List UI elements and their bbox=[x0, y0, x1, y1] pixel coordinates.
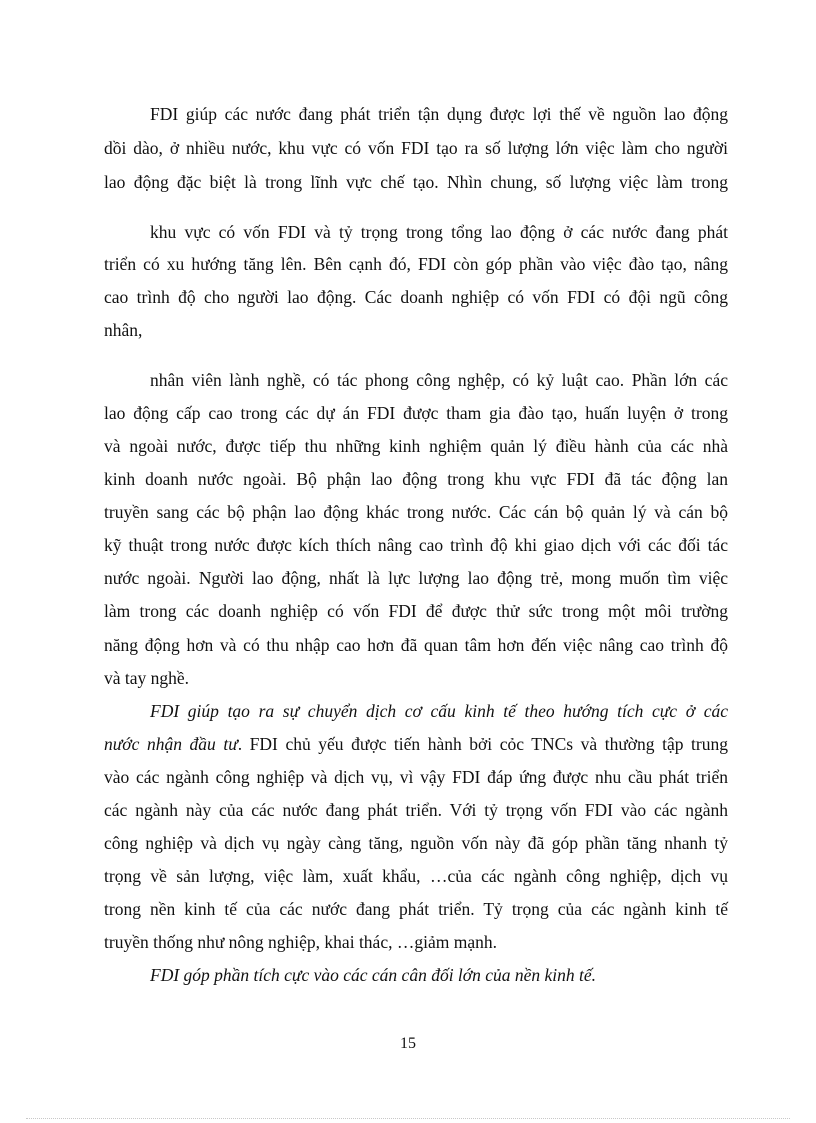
italic-heading-line: FDI giúp tạo ra sự chuyển dịch cơ cấu kinh tế theo hướng tích cực ở các bbox=[150, 701, 728, 721]
text-line: nước ngoài. Người lao động, nhất là lực lượng lao động trẻ, mong muốn tìm việc bbox=[104, 568, 728, 588]
text-line: truyền thống như nông nghiệp, khai thác, …giảm mạnh. bbox=[104, 932, 497, 952]
text-line: cao trình độ cho người lao động. Các doanh nghiệp có vốn FDI có đội ngũ công bbox=[104, 287, 728, 307]
page-bottom-divider bbox=[26, 1118, 790, 1119]
text-line-rest: . FDI chủ yếu được tiến hành bởi cỏc TNCs và thường tập trung bbox=[237, 734, 728, 754]
text-line: nhân viên lành nghề, có tác phong công nghệp, có kỷ luật cao. Phần lớn các bbox=[150, 370, 728, 390]
text-line: lao động đặc biệt là trong lĩnh vực chế tạo. Nhìn chung, số lượng việc làm trong bbox=[104, 172, 728, 192]
text-line: truyền sang các bộ phận lao động khác trong nước. Các cán bộ quản lý và cán bộ bbox=[104, 502, 728, 522]
page-number: 15 bbox=[400, 1035, 416, 1052]
text-line: làm trong các doanh nghiệp có vốn FDI để được thử sức trong một môi trường bbox=[104, 601, 728, 621]
text-line: trong nền kinh tế của các nước đang phát triển. Tỷ trọng của các ngành kinh tế bbox=[104, 899, 728, 919]
text-line: nhân, bbox=[104, 320, 143, 340]
text-line: FDI giúp các nước đang phát triển tận dụng được lợi thế về nguồn lao động bbox=[150, 104, 728, 124]
text-line: kỹ thuật trong nước được kích thích nâng cao trình độ khi giao dịch với các đối tác bbox=[104, 535, 728, 555]
text-line: năng động hơn và có thu nhập cao hơn đã quan tâm hơn đến việc nâng cao trình độ bbox=[104, 635, 728, 655]
text-line: và tay nghề. bbox=[104, 668, 190, 688]
text-line: trọng về sản lượng, việc làm, xuất khẩu, …của các ngành công nghiệp, dịch vụ bbox=[104, 866, 728, 886]
italic-heading-line: FDI góp phần tích cực vào các cán cân đối lớn của nền kinh tế. bbox=[150, 965, 597, 985]
text-line: khu vực có vốn FDI và tỷ trọng trong tổng lao động ở các nước đang phát bbox=[150, 222, 728, 242]
text-line: lao động cấp cao trong các dự án FDI được tham gia đào tạo, huấn luyện ở trong bbox=[104, 403, 728, 423]
text-line: và ngoài nước, được tiếp thu những kinh nghiệm quản lý điều hành của các nhà bbox=[104, 436, 728, 456]
text-line: dồi dào, ở nhiều nước, khu vực có vốn FDI tạo ra số lượng lớn việc làm cho người bbox=[104, 138, 728, 158]
text-line: kinh doanh nước ngoài. Bộ phận lao động trong khu vực FDI đã tác động lan bbox=[104, 469, 728, 489]
text-line: vào các ngành công nghiệp và dịch vụ, vì vậy FDI đáp ứng được nhu cầu phát triển bbox=[104, 767, 728, 787]
text-line: triển có xu hướng tăng lên. Bên cạnh đó, FDI còn góp phần vào việc đào tạo, nâng bbox=[104, 254, 728, 274]
italic-heading-end: nước nhận đầu tư bbox=[104, 734, 238, 754]
text-line: các ngành này của các nước đang phát triển. Với tỷ trọng vốn FDI vào các ngành bbox=[104, 800, 728, 820]
text-line: công nghiệp và dịch vụ ngày càng tăng, nguồn vốn này đã góp phần tăng nhanh tỷ bbox=[104, 833, 728, 853]
text-line bbox=[104, 732, 728, 756]
